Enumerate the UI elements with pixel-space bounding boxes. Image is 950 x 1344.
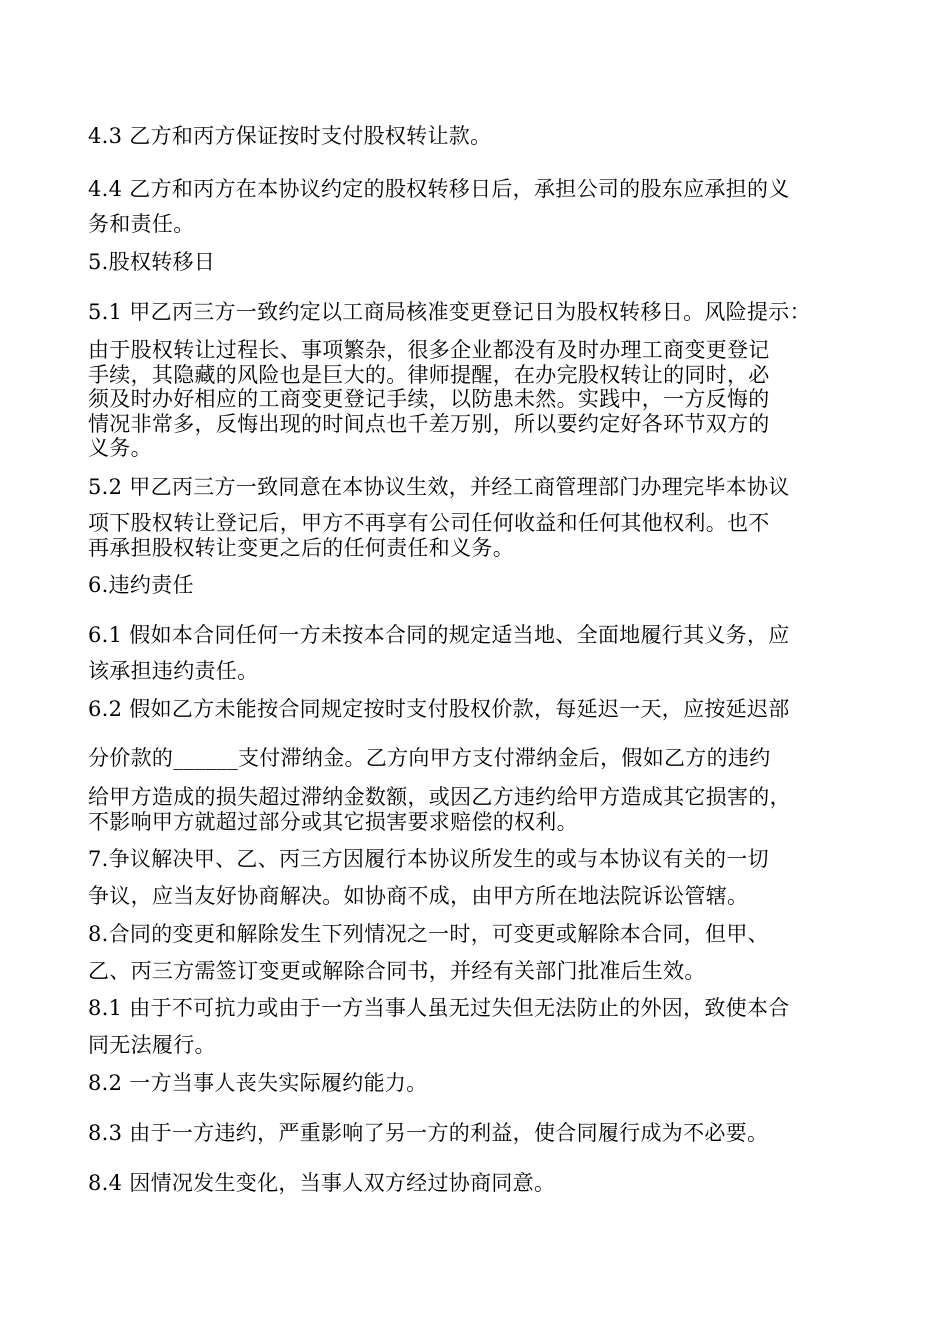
clause-8-1-line-1: 8.1 由于不可抗力或由于一方当事人虽无过失但无法防止的外因，致使本合 — [88, 996, 790, 1020]
clause-6-2-line-1: 6.2 假如乙方未能按合同规定按时支付股权价款，每延迟一天，应按延迟部 — [88, 697, 790, 721]
section-6-heading: 6.违约责任 — [88, 573, 194, 597]
clause-5-2-line-1: 5.2 甲乙丙三方一致同意在本协议生效，并经工商管理部门办理完毕本协议 — [88, 475, 790, 499]
clause-5-1-line-5: 情况非常多，反悔出现的时间点也千差万别，所以要约定好各环节双方的 — [88, 412, 770, 436]
section-8-line-2: 乙、丙三方需签订变更或解除合同书，并经有关部门批准后生效。 — [88, 959, 706, 983]
clause-5-1-line-4: 须及时办好相应的工商变更登记手续，以防患未然。实践中，一方反悔的 — [88, 387, 770, 411]
clause-8-1-line-2: 同无法履行。 — [88, 1033, 216, 1057]
section-7-line-2: 争议，应当友好协商解决。如协商不成，由甲方所在地法院诉讼管辖。 — [88, 884, 749, 908]
section-7-line-1: 7.争议解决甲、乙、丙三方因履行本协议所发生的或与本协议有关的一切 — [88, 847, 769, 871]
clause-6-2-line-4: 不影响甲方就超过部分或其它损害要求赔偿的权利。 — [88, 810, 578, 834]
clause-5-1-line-1: 5.1 甲乙丙三方一致约定以工商局核准变更登记日为股权转移日。风险提示： — [88, 300, 811, 324]
section-5-heading: 5.股权转移日 — [88, 250, 216, 274]
clause-4-4-line-1: 4.4 乙方和丙方在本协议约定的股权转移日后，承担公司的股东应承担的义 — [88, 177, 790, 201]
clause-5-1-line-3: 手续，其隐藏的风险也是巨大的。律师提醒，在办完股权转让的同时，必 — [88, 363, 770, 387]
clause-6-2-line-3: 给甲方造成的损失超过滞纳金数额，或因乙方违约给甲方造成其它损害的， — [88, 785, 791, 809]
clause-4-3: 4.3 乙方和丙方保证按时支付股权转让款。 — [88, 124, 492, 148]
clause-5-2-line-2: 项下股权转让登记后，甲方不再享有公司任何收益和任何其他权利。也不 — [88, 511, 770, 535]
clause-6-1-line-1: 6.1 假如本合同任何一方未按本合同的规定适当地、全面地履行其义务，应 — [88, 623, 790, 647]
clause-5-1-line-6: 义务。 — [88, 436, 152, 460]
section-8-line-1: 8.合同的变更和解除发生下列情况之一时，可变更或解除本合同，但甲、 — [88, 922, 769, 946]
clause-8-2: 8.2 一方当事人丧失实际履约能力。 — [88, 1071, 428, 1095]
clause-5-1-line-2: 由于股权转让过程长、事项繁杂，很多企业都没有及时办理工商变更登记 — [88, 338, 770, 362]
clause-5-2-line-3: 再承担股权转让变更之后的任何责任和义务。 — [88, 536, 514, 560]
clause-8-3: 8.3 由于一方违约，严重影响了另一方的利益，使合同履行成为不必要。 — [88, 1121, 769, 1145]
clause-8-4: 8.4 因情况发生变化，当事人双方经过协商同意。 — [88, 1171, 556, 1195]
clause-6-2-line-2: 分价款的______支付滞纳金。乙方向甲方支付滞纳金后，假如乙方的违约 — [88, 746, 771, 770]
clause-4-4-line-2: 务和责任。 — [88, 212, 195, 236]
clause-6-1-line-2: 该承担违约责任。 — [88, 659, 259, 683]
